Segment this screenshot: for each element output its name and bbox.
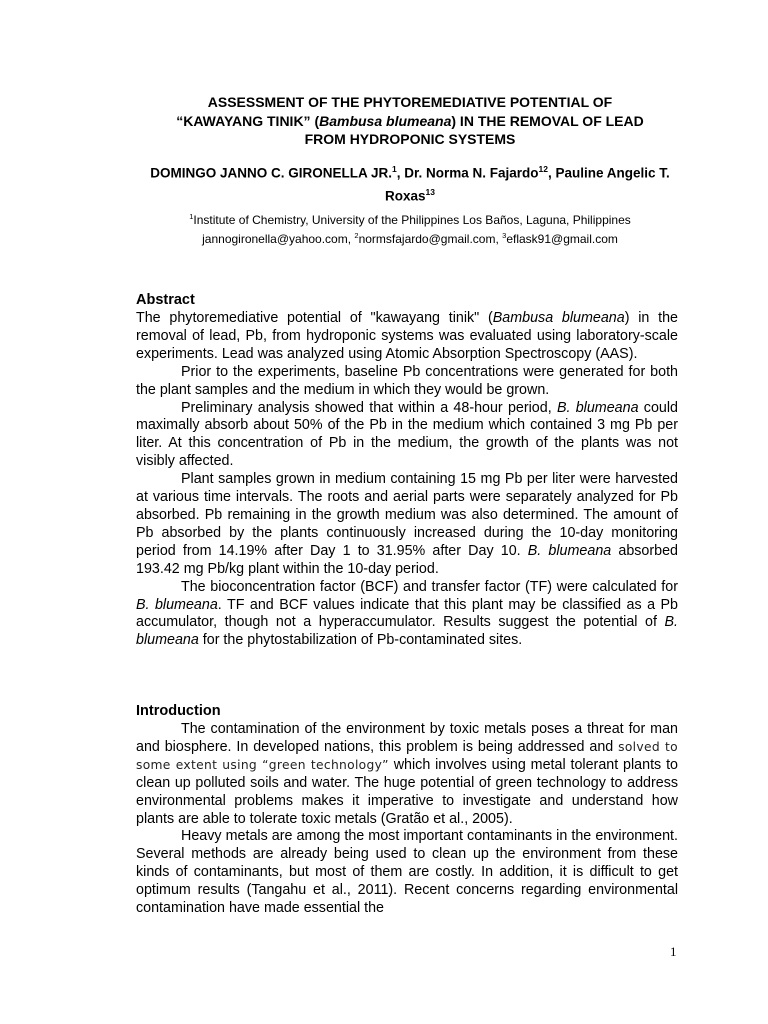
abstract-p5-start: The bioconcentration factor (BCF) and transfer factor (TF) were calculated for: [181, 578, 678, 595]
abstract-p4-species: B. blumeana: [527, 542, 612, 559]
abstract-p1-species: Bambusa blumeana: [492, 310, 625, 326]
title-line-2-end: ) IN THE REMOVAL OF LEAD: [451, 112, 644, 129]
affiliation-block: [132, 209, 688, 247]
email-1: jannogironella@yahoo.com,: [202, 232, 355, 246]
abstract-p3-end: could maximally absorb about 50% of the Pb in the medium which contained 3 mg Pb per liter. At this concentration of Pb in the medium, the growth of the plants was not visibly affected.: [136, 399, 678, 470]
introduction-paragraph-2: Heavy metals are among the most important contaminants in the environment. Several methods are already being used to clean up the environment from these kinds of contaminants, but most of them are costly. In addition, it is difficult to get optimum results (Tangahu et al., 2011). Recent concerns regarding environmental contamination have made essential the: [136, 828, 678, 917]
author-list: [132, 160, 688, 205]
intro-p1-start: The contamination of the environment by toxic metals poses a threat for man and biosphere. In developed nations, this problem is being addressed and: [136, 721, 678, 755]
paper-title: [140, 93, 680, 149]
abstract-p4-end: absorbed 193.42 mg Pb/kg plant within the 10-day period.: [136, 542, 678, 577]
email-2-mark: 2: [354, 231, 359, 240]
title-species-name: Bambusa blumeana: [319, 112, 452, 129]
abstract-paragraph-4: [136, 471, 678, 578]
abstract-paragraph-5: [136, 579, 678, 651]
title-line-2: [140, 112, 680, 131]
author-1-name: DOMINGO JANNO C. GIRONELLA JR.: [150, 165, 392, 181]
institute-mark: 1: [189, 212, 194, 221]
abstract-p4-start: Plant samples grown in medium containing 15 mg Pb per liter were harvested at various time intervals. The roots and aerial parts were separately analyzed for Pb absorbed. Pb remaining in the growth medium was also determined. The amount of Pb absorbed by the plants continuously increased during the 10-day monitoring period from 14.19% after Day 1 to 31.95% after Day 10.: [136, 471, 678, 559]
email-3: eflask91@gmail.com: [506, 232, 618, 246]
email-2: normsfajardo@gmail.com,: [358, 232, 503, 246]
author-1-affiliation-mark: 1: [391, 164, 397, 174]
abstract-p5-species-1: B. blumeana: [136, 596, 218, 613]
author-3-name: , Pauline Angelic T. Roxas: [385, 165, 670, 203]
abstract-body: [136, 310, 678, 650]
author-2-name: , Dr. Norma N. Fajardo: [396, 165, 539, 181]
institute-line: [132, 209, 688, 228]
intro-p1-end: which involves using metal tolerant plants to clean up polluted soils and water. The huge potential of green technology to address environmental problems makes it imperative to investigate and understand how plants are able to tolerate toxic metals (Gratão et al., 2005).: [136, 756, 678, 827]
abstract-p3-species: B. blumeana: [556, 399, 639, 416]
abstract-p5-end: for the phytostabilization of Pb-contaminated sites.: [198, 632, 523, 649]
introduction-body: [136, 721, 678, 918]
abstract-p5-species-2: B. blumeana: [136, 614, 678, 649]
intro-p1-alt-font-run: solved to some extent using “green technology”: [136, 739, 678, 772]
title-line-3: FROM HYDROPONIC SYSTEMS: [304, 131, 516, 147]
abstract-paragraph-3: [136, 400, 678, 472]
abstract-p3-start: Preliminary analysis showed that within a 48-hour period,: [181, 399, 557, 416]
abstract-paragraph-2: Prior to the experiments, baseline Pb concentrations were generated for both the plant samples and the medium in which they would be grown.: [136, 363, 678, 398]
email-line: [132, 228, 688, 247]
email-3-mark: 3: [502, 231, 507, 240]
abstract-paragraph-1: [136, 310, 678, 364]
title-line-1: ASSESSMENT OF THE PHYTOREMEDIATIVE POTENTIAL OF: [207, 94, 613, 110]
abstract-heading: Abstract: [136, 292, 195, 308]
introduction-paragraph-1: [136, 721, 678, 828]
abstract-p5-middle: . TF and BCF values indicate that this plant may be classified as a Pb accumulator, though not a hyperaccumulator. Results suggest the potential of: [136, 596, 678, 631]
title-line-2-start: “KAWAYANG TINIK” (: [176, 112, 320, 129]
author-3-affiliation-mark: 13: [425, 186, 435, 197]
institute-name: Institute of Chemistry, University of the Philippines Los Baños, Laguna, Philippines: [193, 213, 631, 227]
author-2-affiliation-mark: 12: [538, 164, 548, 174]
page-number: 1: [670, 944, 677, 959]
abstract-p1-start: The phytoremediative potential of "kawayang tinik" (: [136, 310, 493, 326]
abstract-p1-end: ) in the removal of lead, Pb, from hydroponic systems was evaluated using laboratory-scale experiments. Lead was analyzed using Atomic Absorption Spectroscopy (AAS).: [136, 310, 678, 362]
introduction-heading: Introduction: [136, 703, 221, 719]
